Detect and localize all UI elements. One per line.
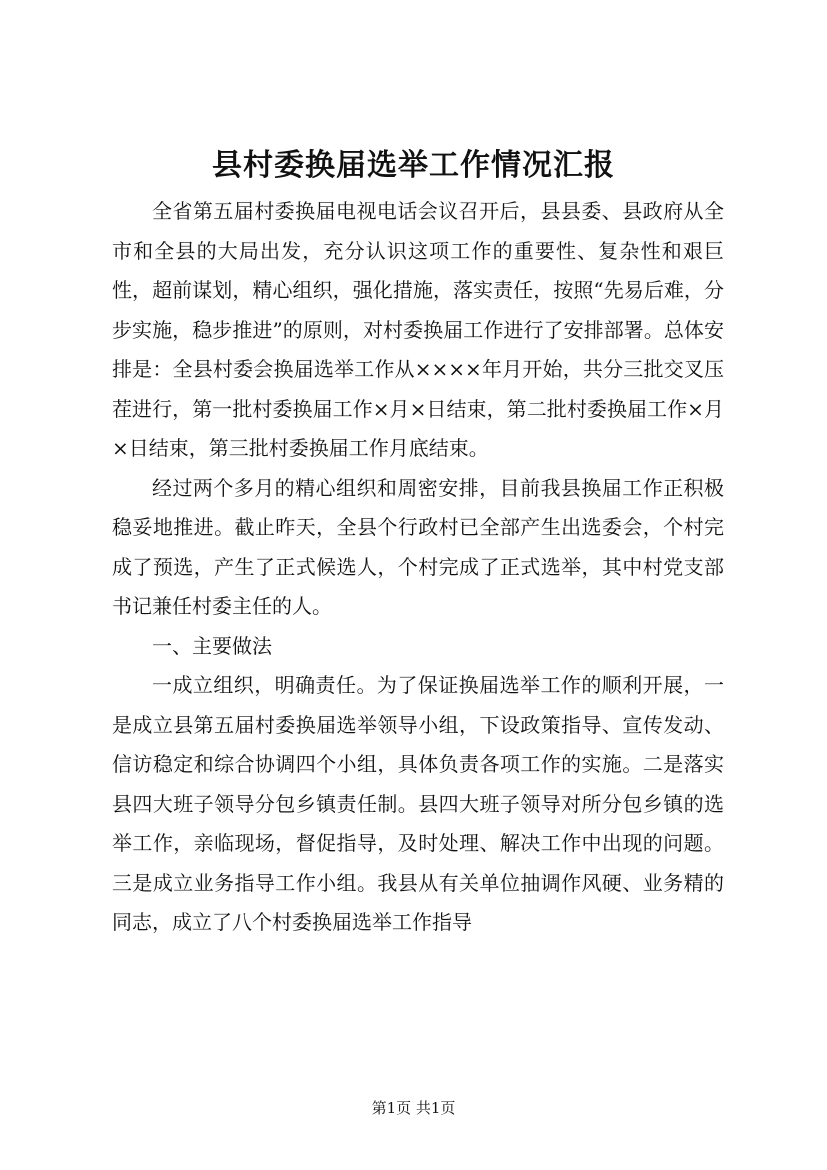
document-body bbox=[112, 192, 724, 943]
section-heading: 一、主要做法 bbox=[152, 633, 272, 658]
document-title: 县村委换届选举工作情况汇报 bbox=[212, 148, 615, 183]
page-number-footer: 第1页 共1页 bbox=[371, 1099, 456, 1117]
paragraph-intro: 全省第五届村委换届电视电话会议召开后，县县委、县政府从全市和全县的大局出发，充分认识这项工作的重要性、复杂性和艰巨性，超前谋划，精心组织，强化措施，落实责任，按照“先易后难，分步实施，稳步推进”的原则，对村委换届工作进行了安排部署。总体安排是：全县村委会换届选举工作从××××年月开始，共分三批交叉压茬进行，第一批村委换届工作×月×日结束，第二批村委换届工作×月×日结束，第三批村委换届工作月底结束。 bbox=[112, 199, 724, 460]
paragraph-progress: 经过两个多月的精心组织和周密安排，目前我县换届工作正积极稳妥地推进。截止昨天，全县个行政村已全部产生出选委会，个村完成了预选，产生了正式候选人，个村完成了正式选举，其中村党支部书记兼任村委主任的人。 bbox=[112, 475, 724, 618]
paragraph-organization: 一成立组织，明确责任。为了保证换届选举工作的顺利开展，一是成立县第五届村委换届选举领导小组，下设政策指导、宣传发动、信访稳定和综合协调四个小组，具体负责各项工作的实施。二是落实县四大班子领导分包乡镇责任制。县四大班子领导对所分包乡镇的选举工作，亲临现场，督促指导，及时处理、解决工作中出现的问题。三是成立业务指导工作小组。我县从有关单位抽调作风硬、业务精的同志，成立了八个村委换届选举工作指导 bbox=[112, 673, 724, 934]
